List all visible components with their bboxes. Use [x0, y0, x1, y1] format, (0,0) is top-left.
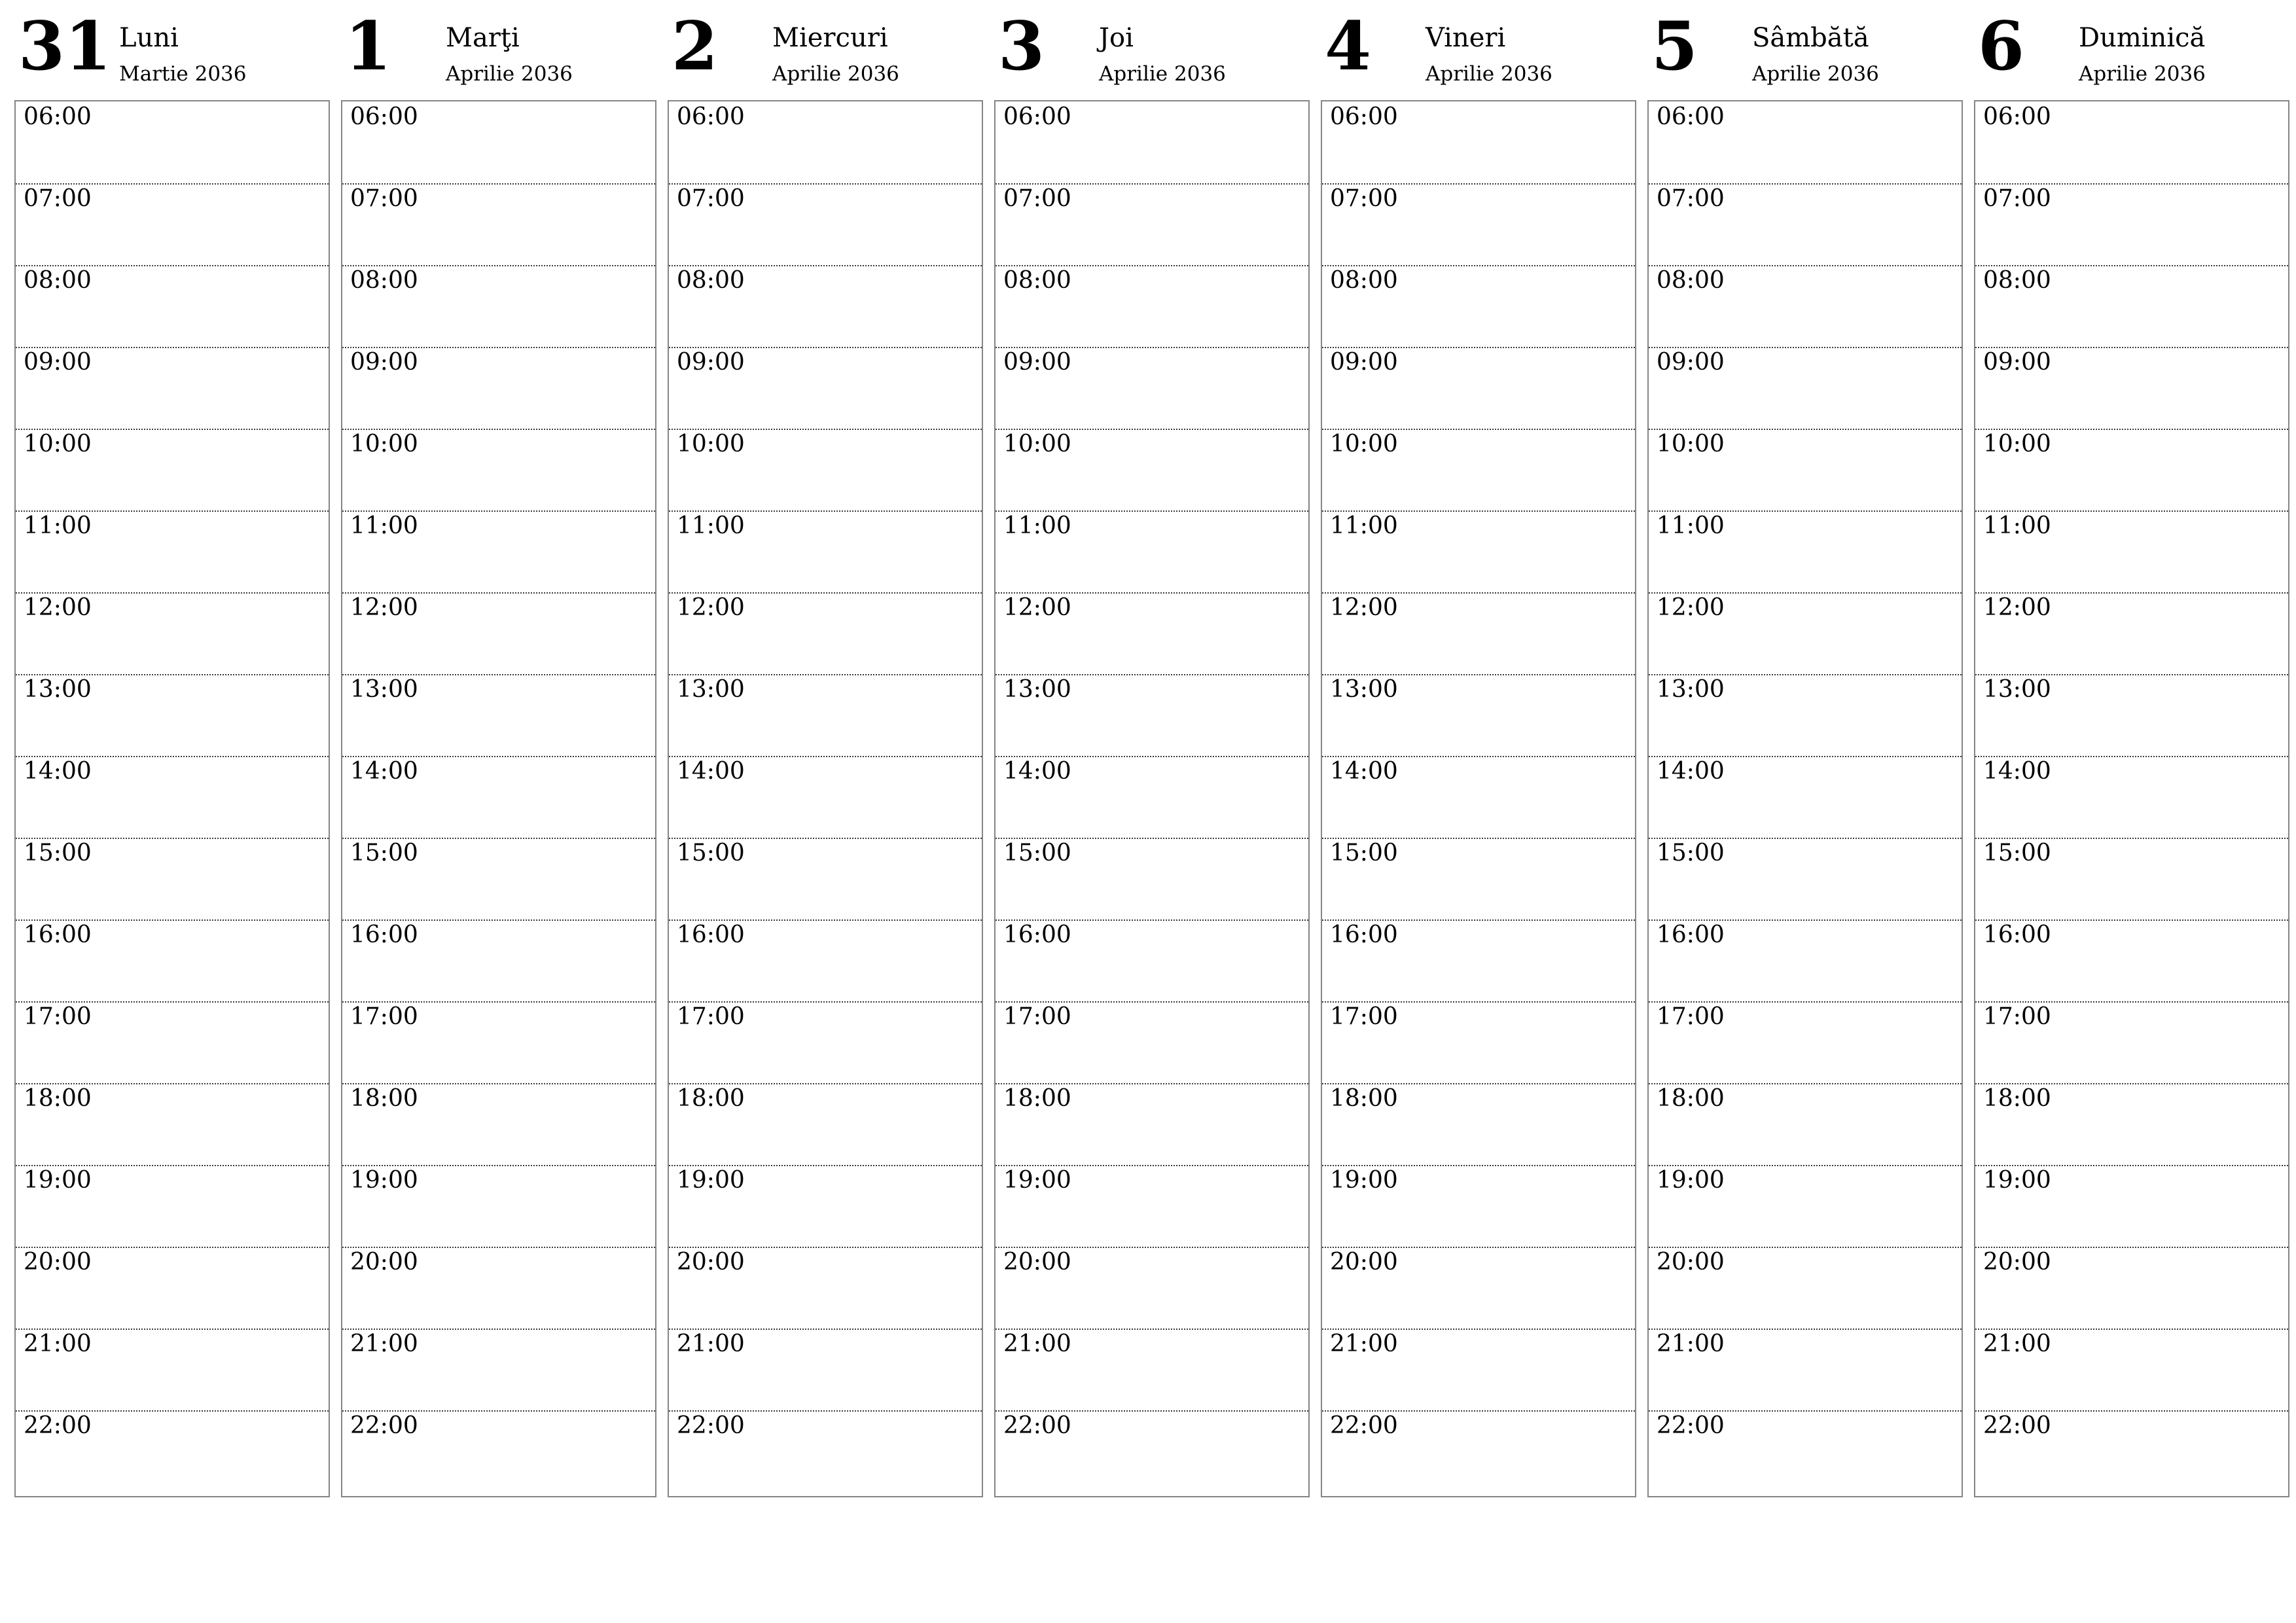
hour-slot[interactable]	[996, 1083, 1308, 1166]
hour-slot[interactable]	[1649, 1001, 1962, 1084]
slot-time-label: 06:00	[24, 103, 92, 130]
slot-time-label: 16:00	[350, 921, 418, 948]
hour-slots-box	[1974, 100, 2289, 1497]
day-header	[668, 0, 983, 98]
hour-slot[interactable]	[1649, 1247, 1962, 1330]
hour-slot[interactable]	[1975, 101, 2288, 185]
day-name: Sâmbătă	[1752, 23, 1869, 53]
hour-slot[interactable]	[996, 1329, 1308, 1412]
day-number: 5	[1651, 7, 1698, 86]
hour-slot[interactable]	[342, 674, 655, 757]
slot-time-label: 17:00	[1003, 1003, 1071, 1030]
hour-slot[interactable]	[16, 429, 329, 512]
slot-time-label: 19:00	[350, 1167, 418, 1194]
slot-time-label: 10:00	[24, 431, 92, 457]
hour-slot[interactable]	[342, 1001, 655, 1084]
slot-time-label: 21:00	[1330, 1330, 1398, 1357]
hour-slot[interactable]	[1975, 919, 2288, 1003]
slot-time-label: 16:00	[24, 921, 92, 948]
hour-slot[interactable]	[342, 429, 655, 512]
slot-time-label: 22:00	[1003, 1412, 1071, 1439]
slot-time-label: 12:00	[350, 594, 418, 621]
hour-slot[interactable]	[16, 838, 329, 921]
hour-slot[interactable]	[342, 919, 655, 1003]
hour-slot[interactable]	[342, 347, 655, 430]
hour-slot[interactable]	[1649, 756, 1962, 839]
slot-time-label: 15:00	[1657, 840, 1725, 866]
hour-slot[interactable]	[16, 347, 329, 430]
hour-slot[interactable]	[1975, 838, 2288, 921]
day-name: Duminică	[2079, 23, 2206, 53]
slot-time-label: 21:00	[350, 1330, 418, 1357]
day-header	[341, 0, 656, 98]
day-name: Vineri	[1426, 23, 1506, 53]
hour-slot[interactable]	[996, 1410, 1308, 1492]
slot-time-label: 12:00	[1657, 594, 1725, 621]
slot-time-label: 07:00	[677, 185, 745, 212]
slot-time-label: 07:00	[350, 185, 418, 212]
hour-slot[interactable]	[1975, 756, 2288, 839]
hour-slot[interactable]	[1322, 510, 1635, 594]
slot-time-label: 12:00	[1983, 594, 2051, 621]
slot-time-label: 06:00	[1003, 103, 1071, 130]
day-header	[1647, 0, 1963, 98]
hour-slot[interactable]	[996, 265, 1308, 348]
hour-slot[interactable]	[1649, 1329, 1962, 1412]
hour-slot[interactable]	[1649, 265, 1962, 348]
hour-slot[interactable]	[669, 510, 982, 594]
day-number: 6	[1978, 7, 2024, 86]
slot-time-label: 20:00	[1983, 1249, 2051, 1275]
hour-slot[interactable]	[1649, 674, 1962, 757]
slot-time-label: 14:00	[1003, 758, 1071, 785]
slot-time-label: 18:00	[24, 1085, 92, 1112]
slot-time-label: 13:00	[677, 676, 745, 703]
hour-slot[interactable]	[342, 1329, 655, 1412]
slot-time-label: 11:00	[1330, 512, 1398, 539]
slot-time-label: 09:00	[1330, 349, 1398, 376]
slot-time-label: 09:00	[1003, 349, 1071, 376]
hour-slot[interactable]	[342, 592, 655, 675]
day-header	[994, 0, 1310, 98]
slot-time-label: 08:00	[1003, 267, 1071, 294]
day-name: Joi	[1099, 23, 1134, 53]
hour-slot[interactable]	[1975, 1410, 2288, 1492]
hour-slot[interactable]	[669, 674, 982, 757]
hour-slot[interactable]	[1322, 756, 1635, 839]
hour-slot[interactable]	[16, 510, 329, 594]
slot-time-label: 22:00	[24, 1412, 92, 1439]
hour-slot[interactable]	[1322, 1247, 1635, 1330]
slot-time-label: 20:00	[1657, 1249, 1725, 1275]
slot-time-label: 11:00	[1657, 512, 1725, 539]
slot-time-label: 11:00	[677, 512, 745, 539]
slot-time-label: 07:00	[1657, 185, 1725, 212]
slot-time-label: 06:00	[350, 103, 418, 130]
hour-slot[interactable]	[342, 1410, 655, 1492]
slot-time-label: 14:00	[1657, 758, 1725, 785]
hour-slot[interactable]	[342, 756, 655, 839]
hour-slot[interactable]	[342, 1247, 655, 1330]
slot-time-label: 19:00	[677, 1167, 745, 1194]
slot-time-label: 10:00	[1330, 431, 1398, 457]
hour-slot[interactable]	[669, 183, 982, 266]
hour-slot[interactable]	[1649, 183, 1962, 266]
hour-slot[interactable]	[16, 674, 329, 757]
slot-time-label: 16:00	[1330, 921, 1398, 948]
day-month-year: Aprilie 2036	[1099, 62, 1226, 86]
hour-slot[interactable]	[996, 674, 1308, 757]
day-month-year: Martie 2036	[119, 62, 247, 86]
hour-slot[interactable]	[1975, 674, 2288, 757]
day-header	[1321, 0, 1636, 98]
hour-slots-box	[14, 100, 330, 1497]
slot-time-label: 11:00	[1983, 512, 2051, 539]
day-month-year: Aprilie 2036	[1426, 62, 1552, 86]
hour-slot[interactable]	[1322, 1410, 1635, 1492]
hour-slot[interactable]	[1649, 1165, 1962, 1248]
hour-slot[interactable]	[669, 1247, 982, 1330]
slot-time-label: 08:00	[1983, 267, 2051, 294]
day-number: 2	[672, 7, 718, 86]
slot-time-label: 20:00	[1003, 1249, 1071, 1275]
day-name: Marţi	[446, 23, 520, 53]
slot-time-label: 14:00	[677, 758, 745, 785]
hour-slot[interactable]	[669, 1165, 982, 1248]
slot-time-label: 17:00	[1983, 1003, 2051, 1030]
hour-slot[interactable]	[16, 265, 329, 348]
slot-time-label: 16:00	[677, 921, 745, 948]
hour-slots-box	[341, 100, 656, 1497]
hour-slot[interactable]	[996, 183, 1308, 266]
hour-slot[interactable]	[1975, 1001, 2288, 1084]
day-number: 31	[18, 7, 111, 86]
slot-time-label: 07:00	[1003, 185, 1071, 212]
slot-time-label: 22:00	[677, 1412, 745, 1439]
slot-time-label: 17:00	[1657, 1003, 1725, 1030]
slot-time-label: 10:00	[1657, 431, 1725, 457]
slot-time-label: 09:00	[24, 349, 92, 376]
hour-slot[interactable]	[1322, 265, 1635, 348]
slot-time-label: 17:00	[24, 1003, 92, 1030]
slot-time-label: 13:00	[1657, 676, 1725, 703]
slot-time-label: 15:00	[1003, 840, 1071, 866]
hour-slot[interactable]	[669, 592, 982, 675]
slot-time-label: 20:00	[24, 1249, 92, 1275]
hour-slot[interactable]	[996, 592, 1308, 675]
hour-slot[interactable]	[1649, 101, 1962, 185]
hour-slot[interactable]	[996, 919, 1308, 1003]
hour-slot[interactable]	[1649, 592, 1962, 675]
hour-slot[interactable]	[16, 1083, 329, 1166]
slot-time-label: 22:00	[1983, 1412, 2051, 1439]
hour-slot[interactable]	[1649, 429, 1962, 512]
hour-slot[interactable]	[1649, 1083, 1962, 1166]
hour-slot[interactable]	[342, 1083, 655, 1166]
slot-time-label: 08:00	[677, 267, 745, 294]
slot-time-label: 22:00	[350, 1412, 418, 1439]
hour-slot[interactable]	[1649, 347, 1962, 430]
hour-slot[interactable]	[1322, 101, 1635, 185]
slot-time-label: 09:00	[1983, 349, 2051, 376]
hour-slot[interactable]	[669, 429, 982, 512]
slot-time-label: 19:00	[1330, 1167, 1398, 1194]
hour-slot[interactable]	[669, 1083, 982, 1166]
hour-slot[interactable]	[1322, 1083, 1635, 1166]
slot-time-label: 09:00	[1657, 349, 1725, 376]
slot-time-label: 10:00	[350, 431, 418, 457]
hour-slot[interactable]	[1322, 347, 1635, 430]
hour-slot[interactable]	[1322, 183, 1635, 266]
hour-slot[interactable]	[1322, 1329, 1635, 1412]
slot-time-label: 06:00	[1983, 103, 2051, 130]
hour-slot[interactable]	[342, 265, 655, 348]
hour-slot[interactable]	[16, 592, 329, 675]
hour-slot[interactable]	[669, 1410, 982, 1492]
hour-slot[interactable]	[996, 1165, 1308, 1248]
hour-slot[interactable]	[16, 1247, 329, 1330]
day-name: Luni	[119, 23, 179, 53]
hour-slot[interactable]	[1322, 1001, 1635, 1084]
slot-time-label: 17:00	[1330, 1003, 1398, 1030]
slot-time-label: 22:00	[1657, 1412, 1725, 1439]
slot-time-label: 06:00	[677, 103, 745, 130]
hour-slot[interactable]	[16, 183, 329, 266]
slot-time-label: 08:00	[24, 267, 92, 294]
slot-time-label: 15:00	[24, 840, 92, 866]
day-month-year: Aprilie 2036	[772, 62, 899, 86]
slot-time-label: 16:00	[1657, 921, 1725, 948]
slot-time-label: 18:00	[1330, 1085, 1398, 1112]
hour-slot[interactable]	[1975, 1329, 2288, 1412]
hour-slot[interactable]	[996, 1247, 1308, 1330]
day-name: Miercuri	[772, 23, 888, 53]
hour-slot[interactable]	[669, 347, 982, 430]
hour-slot[interactable]	[996, 510, 1308, 594]
slot-time-label: 13:00	[1330, 676, 1398, 703]
day-header	[14, 0, 330, 98]
hour-slot[interactable]	[16, 1410, 329, 1492]
slot-time-label: 08:00	[1330, 267, 1398, 294]
slot-time-label: 08:00	[350, 267, 418, 294]
hour-slot[interactable]	[342, 183, 655, 266]
hour-slot[interactable]	[16, 919, 329, 1003]
day-number: 1	[345, 7, 391, 86]
hour-slot[interactable]	[16, 1165, 329, 1248]
hour-slot[interactable]	[16, 1329, 329, 1412]
slot-time-label: 14:00	[1983, 758, 2051, 785]
hour-slots-box	[994, 100, 1310, 1497]
hour-slot[interactable]	[1975, 265, 2288, 348]
slot-time-label: 15:00	[350, 840, 418, 866]
hour-slot[interactable]	[1975, 183, 2288, 266]
slot-time-label: 09:00	[350, 349, 418, 376]
hour-slot[interactable]	[1322, 592, 1635, 675]
slot-time-label: 14:00	[1330, 758, 1398, 785]
hour-slot[interactable]	[16, 1001, 329, 1084]
hour-slot[interactable]	[1975, 429, 2288, 512]
slot-time-label: 18:00	[1983, 1085, 2051, 1112]
slot-time-label: 16:00	[1983, 921, 2051, 948]
hour-slot[interactable]	[1649, 1410, 1962, 1492]
day-month-year: Aprilie 2036	[1752, 62, 1879, 86]
slot-time-label: 18:00	[350, 1085, 418, 1112]
slot-time-label: 16:00	[1003, 921, 1071, 948]
slot-time-label: 07:00	[1983, 185, 2051, 212]
slot-time-label: 08:00	[1657, 267, 1725, 294]
slot-time-label: 20:00	[677, 1249, 745, 1275]
slot-time-label: 11:00	[24, 512, 92, 539]
hour-slot[interactable]	[669, 756, 982, 839]
slot-time-label: 13:00	[1983, 676, 2051, 703]
slot-time-label: 21:00	[1657, 1330, 1725, 1357]
slot-time-label: 15:00	[677, 840, 745, 866]
hour-slot[interactable]	[996, 838, 1308, 921]
hour-slot[interactable]	[996, 347, 1308, 430]
hour-slot[interactable]	[1975, 1083, 2288, 1166]
hour-slot[interactable]	[669, 1329, 982, 1412]
slot-time-label: 21:00	[24, 1330, 92, 1357]
day-month-year: Aprilie 2036	[2079, 62, 2206, 86]
hour-slot[interactable]	[342, 1165, 655, 1248]
hour-slot[interactable]	[1649, 510, 1962, 594]
hour-slot[interactable]	[669, 265, 982, 348]
slot-time-label: 17:00	[350, 1003, 418, 1030]
hour-slot[interactable]	[996, 429, 1308, 512]
hour-slot[interactable]	[996, 756, 1308, 839]
hour-slot[interactable]	[1975, 1165, 2288, 1248]
hour-slots-box	[1647, 100, 1963, 1497]
slot-time-label: 12:00	[24, 594, 92, 621]
hour-slot[interactable]	[16, 756, 329, 839]
slot-time-label: 11:00	[1003, 512, 1071, 539]
slot-time-label: 20:00	[1330, 1249, 1398, 1275]
hour-slot[interactable]	[1975, 1247, 2288, 1330]
slot-time-label: 07:00	[1330, 185, 1398, 212]
slot-time-label: 10:00	[1983, 431, 2051, 457]
slot-time-label: 12:00	[677, 594, 745, 621]
hour-slot[interactable]	[16, 101, 329, 185]
slot-time-label: 18:00	[677, 1085, 745, 1112]
hour-slot[interactable]	[1322, 919, 1635, 1003]
hour-slot[interactable]	[669, 1001, 982, 1084]
day-number: 3	[998, 7, 1045, 86]
slot-time-label: 13:00	[1003, 676, 1071, 703]
slot-time-label: 17:00	[677, 1003, 745, 1030]
slot-time-label: 19:00	[24, 1167, 92, 1194]
slot-time-label: 21:00	[677, 1330, 745, 1357]
hour-slot[interactable]	[1975, 347, 2288, 430]
hour-slot[interactable]	[1322, 674, 1635, 757]
slot-time-label: 10:00	[1003, 431, 1071, 457]
hour-slot[interactable]	[1649, 919, 1962, 1003]
slot-time-label: 15:00	[1330, 840, 1398, 866]
slot-time-label: 21:00	[1003, 1330, 1071, 1357]
slot-time-label: 13:00	[350, 676, 418, 703]
hour-slot[interactable]	[669, 919, 982, 1003]
hour-slot[interactable]	[669, 101, 982, 185]
day-number: 4	[1325, 7, 1371, 86]
slot-time-label: 06:00	[1330, 103, 1398, 130]
slot-time-label: 06:00	[1657, 103, 1725, 130]
hour-slot[interactable]	[996, 1001, 1308, 1084]
slot-time-label: 19:00	[1657, 1167, 1725, 1194]
slot-time-label: 18:00	[1003, 1085, 1071, 1112]
hour-slots-box	[1321, 100, 1636, 1497]
slot-time-label: 19:00	[1983, 1167, 2051, 1194]
slot-time-label: 12:00	[1003, 594, 1071, 621]
slot-time-label: 14:00	[350, 758, 418, 785]
hour-slot[interactable]	[1322, 838, 1635, 921]
slot-time-label: 15:00	[1983, 840, 2051, 866]
hour-slot[interactable]	[669, 838, 982, 921]
hour-slots-box	[668, 100, 983, 1497]
slot-time-label: 10:00	[677, 431, 745, 457]
hour-slot[interactable]	[342, 838, 655, 921]
day-month-year: Aprilie 2036	[446, 62, 573, 86]
slot-time-label: 12:00	[1330, 594, 1398, 621]
hour-slot[interactable]	[996, 101, 1308, 185]
hour-slot[interactable]	[1975, 510, 2288, 594]
hour-slot[interactable]	[1322, 1165, 1635, 1248]
hour-slot[interactable]	[1649, 838, 1962, 921]
slot-time-label: 14:00	[24, 758, 92, 785]
slot-time-label: 19:00	[1003, 1167, 1071, 1194]
hour-slot[interactable]	[342, 101, 655, 185]
hour-slot[interactable]	[342, 510, 655, 594]
day-header	[1974, 0, 2289, 98]
slot-time-label: 13:00	[24, 676, 92, 703]
slot-time-label: 20:00	[350, 1249, 418, 1275]
hour-slot[interactable]	[1975, 592, 2288, 675]
slot-time-label: 11:00	[350, 512, 418, 539]
slot-time-label: 21:00	[1983, 1330, 2051, 1357]
slot-time-label: 09:00	[677, 349, 745, 376]
hour-slot[interactable]	[1322, 429, 1635, 512]
slot-time-label: 07:00	[24, 185, 92, 212]
slot-time-label: 22:00	[1330, 1412, 1398, 1439]
slot-time-label: 18:00	[1657, 1085, 1725, 1112]
